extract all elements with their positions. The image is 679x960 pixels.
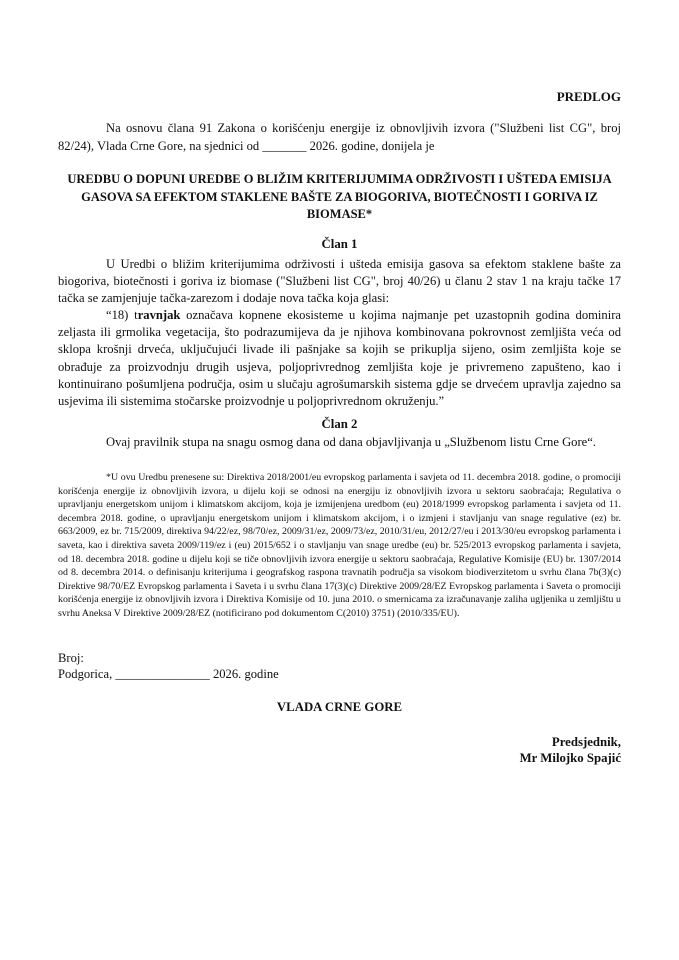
- footnote: *U ovu Uredbu prenesene su: Direktiva 2018/2001/eu evropskog parlamenta i savjeta od 11. decembra 2018. godine, o promociji korišćenja energije iz obnovljivih izvora, u dijelu koji se odnosi na energiju iz obnovljivih izvora u sektoru saobraćaja; Regulativa o upravljanju energetskom unijom i klimatskom akcijom, koja je izmijenjena uredbom (eu) 2018/1999 evropskog parlamenta i savjeta od 11. decembra 2018. godine, o upravljanju energetskom unijom i klimatskom akcijom, i o izmjeni i stavljanju van snage regulative (ez) br. 663/2009, ez br. 715/2009, direktiva 94/22/ez, 98/70/ez, 2009/31/ez, 2009/73/ez, 2010/31/eu, 2012/27/eu i 2013/30/eu evropskog parlamenta i saveta, kao i direktiva saveta 2009/119/ez i (eu) 2015/652 i o stavljanju van snage uredbe (eu) br. 525/2013 evropskog parlamenta i savjeta, od 18. decembra 2018. godine u dijelu koji se tiče obnovljivih izvora energije u sektoru saobraćaja, Regulative Komisije (EU) br. 1307/2014 od 8. decembra 2014. o definisanju kriterijuma i geografskog raspona travnatih područja sa visokom biodiverzitetom u svrhu člana 7b(3)(c) Direktive 98/70/EZ Evropskog parlamenta i Saveta i u svrhu člana 17(3)(c) Direktive 2009/28/EZ Evropskog parlamenta i Saveta o promociji korišćenja energije iz obnovljivih izvora i Direktiva Komisije od 10. juna 2010. o smernicama za izračunavanje zaliha ugljenika u zemljištu u svrhu Aneksa V Direktive 2009/28/EZ (notificirano pod dokumentom C(2010) 3751) (2010/335/EU).: [58, 472, 621, 619]
- quote-definition: označava kopnene ekosisteme u kojima najmanje pet uzastopnih godina dominira zeljasta ili grmolika vegetacija, što podrazumijeva da je njihova kombinovana pokrovnost zemljišta veća od sklopa krošnji drveća, uključujući livade ili pašnjake sa kojih se prikuplja sijeno, osim zemljišta koje se obrađuje za proizvodnju drugih usjeva, poljoprivrednog zemljišta koje je privremeno zapušteno, kao i kontinuirano pošumljena područja, osim u slučaju agrošumarskih sistema gdje se drvećem upravlja zajedno sa usjevima ili sistemima stočarske proizvodnje u poljoprivrednom okruženju.”: [58, 308, 621, 409]
- article-1-quoted-point: [58, 307, 621, 410]
- preamble: Na osnovu člana 91 Zakona o korišćenju energije iz obnovljivih izvora ("Službeni list CG", broj 82/24), Vlada Crne Gore, na sjednici od _______ 2026. godine, donijela je: [58, 121, 621, 153]
- reference-number: Broj:: [58, 651, 84, 665]
- article-1-heading: Član 1: [321, 237, 358, 251]
- article-1-paragraph: U Uredbi o bližim kriterijumima održivosti i ušteda emisija gasova sa efektom staklene bašte za biogoriva, biotečnosti i goriva iz biomase ("Službeni list CG", broj 40/26) u članu 2 stav 1 na kraju tačke 17 tačka se zamjenjuje tačka-zarezom i dodaje nova tačka koja glasi:: [58, 257, 621, 306]
- quote-start: “18) t: [106, 308, 138, 322]
- article-2-heading: Član 2: [321, 417, 358, 431]
- signatory-name: Mr Milojko Spajić: [519, 751, 621, 765]
- document-title: UREDBU O DOPUNI UREDBE O BLIŽIM KRITERIJUMIMA ODRŽIVOSTI I UŠTEDA EMISIJA GASOVA SA EFEKTOM STAKLENE BAŠTE ZA BIOGORIVA, BIOTEČNOSTI I GORIVA IZ BIOMASE*: [67, 172, 612, 221]
- government-name: VLADA CRNE GORE: [276, 700, 403, 714]
- signatory-title: Predsjednik,: [551, 735, 621, 749]
- defined-term: ravnjak: [137, 308, 181, 322]
- proposal-label: PREDLOG: [556, 89, 621, 104]
- place-and-date: Podgorica, _______________ 2026. godine: [58, 667, 279, 681]
- article-2-paragraph: Ovaj pravilnik stupa na snagu osmog dana od dana objavljivanja u „Službenom listu Crne Gore“.: [106, 435, 596, 449]
